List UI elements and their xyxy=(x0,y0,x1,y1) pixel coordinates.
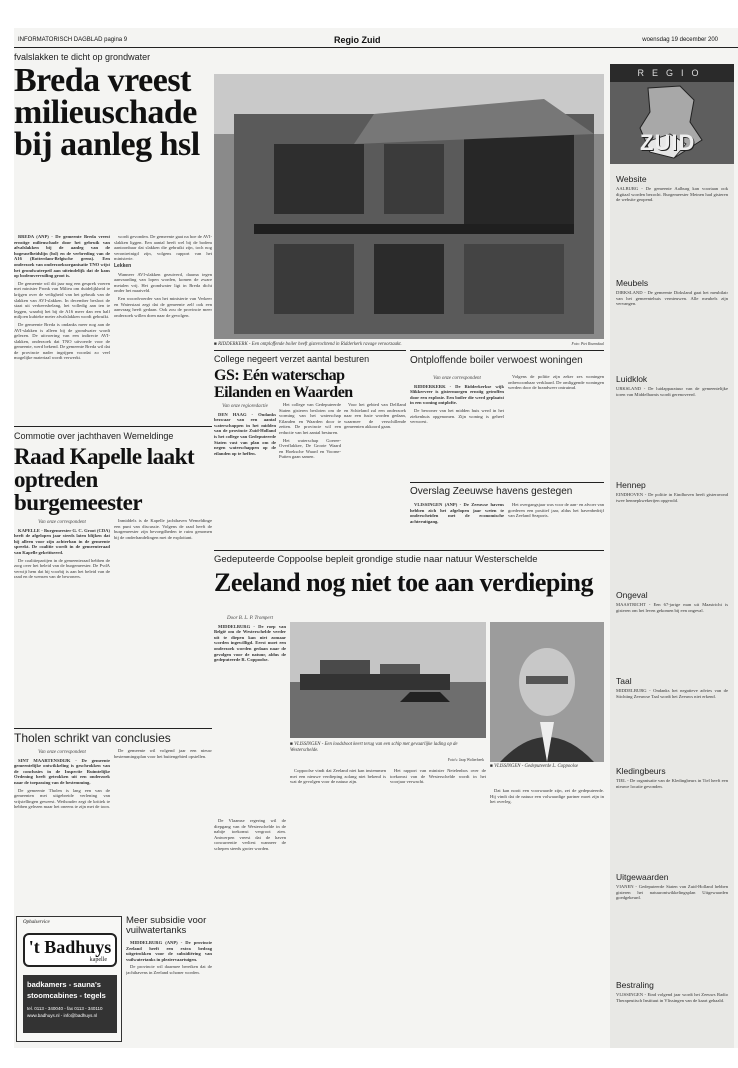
article-coppoolse-col1 xyxy=(214,818,286,1048)
headline-line: GS: Eén waterschap xyxy=(214,367,345,384)
article-paragraph: Voor het gebied van Delfland en Schieland zal een onderzoek naar een fusie worden gedaan, waarmee de verschillende gemeenten akkoord gaan. xyxy=(344,402,406,430)
headline-line: bij aanleg hsl xyxy=(14,126,200,163)
article-paragraph: De gemeente Breda is ondanks meer nog aan de AVI-slakken is alleen bij de grondwater wordt gelezen. De uitvoering van een indirecte AVI-slakken, onderzoek dat TNO uitvoerde voor de gemeente, werd bekend. De gemeente Breda wil dat de provincie nader ingrijpen voordat zo veel mogelijke materiaal wordt verwerkt. xyxy=(14,321,110,361)
sidebar-item-title: Website xyxy=(616,174,647,184)
ad-phone: tel. 0113 - 340040 - fax 0113 - 340110 xyxy=(27,1006,103,1011)
article-headline xyxy=(14,62,212,163)
header-date: woensdag 19 december 200 xyxy=(642,37,718,43)
article-tholen-col2 xyxy=(114,748,212,898)
article-tholen-head xyxy=(14,728,212,744)
article-lead: MIDDELBURG - De roep van België om de Westerschelde verder uit te diepen kan niet zomaar worden ingewilligd. Eerst moet een onderzoek worden gedaan naar de gevolgen voor de natuur, aldus de gedeputeerde R. Coppoolse. xyxy=(214,623,286,663)
caption-text: VLISSINGEN - Een loodsboot keert terug van een schip met gevaarlijke lading op de Westerschelde. xyxy=(290,742,458,753)
newspaper-page xyxy=(14,28,738,1048)
article-kapelle-col2 xyxy=(114,518,212,728)
ad-brand: 't Badhuys xyxy=(28,937,112,957)
photo-credit: Foto's: Jaap Wolterbeek xyxy=(447,758,484,762)
sidebar-item-title: Hennep xyxy=(616,480,646,490)
sidebar-item-body: MIDDELBURG - Ondanks het negatieve advies van de Stichting Zeeuwse Taal wordt het Zeeuws niet erkend. xyxy=(616,688,728,699)
article-coppoolse-col3 xyxy=(390,768,486,1048)
article-paragraph: De gemeente wil dit jaar nog een gesprek voeren met minister Pronk van Milieu om duidelijkheid te krijgen over de veiligheid van het gebruik van de slakken van AVI-slakken. In december besloot de staat uit verkeersbelang, het volledig aan ten te leggen, waarbij het bij de A16 meer dan een half miljoen kubieke meter afvalslakken wordt gebruikt. xyxy=(14,280,110,320)
article-boiler-col2 xyxy=(508,374,604,480)
article-headline xyxy=(14,445,212,514)
article-kicker: Overslag Zeeuwse havens gestegen xyxy=(410,486,573,497)
sidebar-item-body: URKSLAND - De luidapparatuur van de gemeentelijke toren van Middelharnis wordt gerenoveerd. xyxy=(616,386,728,397)
sidebar-item-body: TIEL - De organisatie van de Kledingbeurs in Tiel heeft een nieuwe locatie gevonden. xyxy=(616,778,728,789)
sidebar-item-body: AALBURG - De gemeente Aalburg kan voortaan ook digitaal worden bezocht. Burgemeester Meinen had gisteren de website geopend. xyxy=(616,186,728,203)
article-lead: DEN HAAG - Ondanks bezwaar van een aantal waterschappen in het midden van de provincie Zuid-Holland is het college van Gedeputeerde Staten vast van plan om de negen waterschappen op de eilanden op te heffen. xyxy=(214,411,276,456)
regio-label: REGIO xyxy=(610,64,734,82)
photo-image xyxy=(490,622,604,762)
article-kapelle xyxy=(14,426,212,516)
sidebar-item-body: VIANEN - Gedeputeerde Staten van Zuid-Holland hebben gisteren het natuurontwikkelingsplan Uitgewaarden goedgekeurd. xyxy=(616,884,728,901)
photo-ridderkerk xyxy=(214,74,604,339)
header-left: INFORMATORISCH DAGBLAD pagina 9 xyxy=(18,37,128,43)
article-kicker: fvalslakken te dicht op grondwater xyxy=(14,52,151,62)
header-section: Regio Zuid xyxy=(334,35,381,45)
sidebar-item-title: Luidklok xyxy=(616,374,648,384)
article-byline: Van onze correspondent xyxy=(38,520,86,525)
sidebar-item-body: VLISSINGEN - Eind volgend jaar wordt het Zeeuws Radio Therapeutisch Instituut in Vlissingen van de kaart gehaald. xyxy=(616,992,728,1003)
article-havens-head xyxy=(410,482,604,498)
article-kicker: Ontploffende boiler verwoest woningen xyxy=(410,355,583,366)
photo-caption: ■ VLISSINGEN - Een loodsboot keert terug van een schip met gevaarlijke lading op de Westerschelde. xyxy=(290,742,458,753)
article-kicker: College negeert verzet aantal besturen xyxy=(214,354,370,364)
article-paragraph: Volgens de politie zijn zeker zes woningen onbewoonbaar verklaard. De omliggende woningen werden door de brandweer ontruimd. xyxy=(508,374,604,391)
article-breda-col2 xyxy=(114,234,212,422)
article-subhead: Lekken xyxy=(114,262,132,269)
ad-line: badkamers - sauna's xyxy=(27,980,101,989)
sidebar-item-title: Kledingbeurs xyxy=(616,766,666,776)
article-paragraph: Het college van Gedeputeerde Staten gisteren besloten om de vorming van het waterschap Eilanden en Waarden door te zetten. De provincie wil een reductie van het aantal besturen. xyxy=(279,402,341,435)
headline-line: Raad Kapelle laakt xyxy=(14,444,195,469)
article-paragraph: De provincie wil daarmee bereiken dat de jachthavens in Zeeland schoner worden. xyxy=(126,964,212,975)
ad-line: stoomcabines - tegels xyxy=(27,991,106,1000)
article-paragraph: Coppoolse vindt dat Zeeland niet kan instemmen met een nieuwe verdieping zolang niet bekend is wat de gevolgen voor de natuur zijn. xyxy=(290,768,386,785)
sidebar-item-title: Taal xyxy=(616,676,632,686)
headline-line: Breda vreest xyxy=(14,62,191,99)
article-havens-col1 xyxy=(410,502,504,548)
article-paragraph: De gemeente Tholen is lang een van de gemeenten met uitgebreide verlening van vrijstellingen geweest. Wethouder zegt de kritiek te hebben gelezen maar het oneens te zijn met de toon. xyxy=(14,787,110,810)
article-boiler-head xyxy=(410,350,604,370)
article-headline xyxy=(214,367,406,398)
article-breda-col1 xyxy=(14,234,110,422)
photo-credit: Foto: Piet Rozendaal xyxy=(571,342,604,346)
regio-name: ZUID xyxy=(640,130,696,155)
article-kicker: Tholen schrikt van conclusies xyxy=(14,731,171,744)
article-kicker: Commotie over jachthaven Wemeldinge xyxy=(14,431,174,441)
ad-logo xyxy=(23,933,117,967)
article-breda xyxy=(14,52,212,238)
article-byline: Van onze correspondent xyxy=(433,376,481,381)
article-subsidie xyxy=(126,916,212,1048)
article-paragraph: Een woordvoerder van het ministerie van Verkeer en Waterstaat zegt dat de gemeente zelf ook een aanvraag heeft gedaan. Ook zou de provincie meer onderzoek willen doen naar de gevolgen. xyxy=(114,295,212,318)
headline-line: milieuschade xyxy=(14,94,197,131)
sidebar-item-body: MAASTRICHT - Een 67-jarige man uit Maastricht is gisteren om het leven gekomen bij een ongeval. xyxy=(616,602,728,613)
article-kicker: Gedeputeerde Coppoolse bepleit grondige studie naar natuur Westerschelde xyxy=(214,554,538,565)
sidebar-item-body: EINDHOVEN - De politie in Eindhoven heeft gisteravond twee hennepkwekerijen opgerold. xyxy=(616,492,728,503)
article-paragraph: Het overgangsjaar was voor de aan- en afvoer van goederen een positief jaar, aldus het havenbedrijf van Zeeland Seaports. xyxy=(508,502,604,519)
article-coppoolse-col4 xyxy=(490,788,604,1048)
headline-line: Eilanden en Waarden xyxy=(214,384,353,398)
article-kapelle-col1 xyxy=(14,518,110,728)
sidebar-regio xyxy=(610,64,734,1048)
article-boiler-col1 xyxy=(410,374,504,480)
article-havens-col2 xyxy=(508,502,604,548)
article-paragraph: Het waterschap Goeree-Overflakkee, De Groote Waard en Hoeksche Waard en Voorne-Putten gaan samen. xyxy=(279,437,341,460)
article-byline: Door B. L. P. Trompert xyxy=(227,616,273,621)
sidebar-item-title: Uitgewaarden xyxy=(616,872,669,882)
article-tholen-col1 xyxy=(14,748,110,898)
ad-web: www.badhuys.nl - info@badhuys.nl xyxy=(27,1013,98,1018)
article-byline: Van onze regioredactie xyxy=(222,404,268,409)
article-lead: KAPELLE - Burgemeester G. C. Groot (CDA) heeft de afgelopen jaar steeds laten blijken dat hij alleen voor zijn achterban in de gemeente spreekt. De coalitie wordt in de gemeenteraad van Kapelle gekritiseerd. xyxy=(14,527,110,555)
article-waterschap-head xyxy=(214,350,406,398)
sidebar-item-title: Bestraling xyxy=(616,980,654,990)
caption-text: VLISSINGEN - Gedeputeerde L. Coppoolse xyxy=(494,764,578,769)
article-lead: MIDDELBURG (ANP) - De provincie Zeeland heeft een extra bedrag uitgetrokken voor de subsidiëring van vuilwatertanks in pleziervaartuigen. xyxy=(126,940,212,962)
sidebar-item-title: Ongeval xyxy=(616,590,648,600)
article-kicker: Meer subsidie voor vuilwatertanks xyxy=(126,916,207,936)
ad-services xyxy=(23,975,117,1033)
article-coppoolse-head xyxy=(214,550,604,612)
sidebar-item-title: Meubels xyxy=(616,278,649,288)
article-paragraph: De gemeente wil volgend jaar een nieuw bestemmingsplan voor het buitengebied opstellen. xyxy=(114,748,212,759)
sidebar-item-body: DIRKSLAND - De gemeente Dirksland gaat het meubilair van het gemeentehuis vernieuwen. Alle meubels zijn vervangen. xyxy=(616,290,728,307)
article-paragraph: wordt gevonden. De gemeente gaat na hoe de AVI-slakken liggen. Een aantal heeft wel bij de bodem aantoonbaar dat slakken die gebruikt zijn, toch nog verontreinigd zijn, volgens rapport van het ministerie. xyxy=(114,234,212,262)
article-body xyxy=(126,940,212,976)
article-lead: BREDA (ANP) - De gemeente Breda vreest ernstige milieuschade door het gebruik van afvalslakken bij de aanleg van de hogesnelheidslijn (hsl) en de verbreding van de A16 (Rotterdam-Belgische grens). Een onderzoek van onderzoeksorganisatie TNO wijst het grondwaterpeil aan uiteindelijk dat de kans op bodemvervuiling groot is. xyxy=(14,234,110,279)
article-waterschap-col3 xyxy=(344,402,406,548)
article-paragraph: De coalitiepartijen in de gemeenteraad hebben de zorg over het beleid van de burgemeester. De PvdA verwijt hem dat hij voorbij is aan het beleid van de raad en de wensen van de bewoners. xyxy=(14,557,110,580)
article-waterschap-col1 xyxy=(214,402,276,548)
article-waterschap-col2 xyxy=(279,402,341,548)
article-paragraph: Het rapport van minister Netelenbos over de toekomst van de Westerschelde wordt in het voorjaar verwacht. xyxy=(390,768,486,785)
headline-line: optreden burgemeester xyxy=(14,467,143,515)
photo-caption: ■ RIDDERKERK - Een ontploffende boiler heeft gisterochtend in Ridderkerk ravage veroorzaakt. xyxy=(214,342,402,347)
caption-text: RIDDERKERK - Een ontploffende boiler heeft gisterochtend in Ridderkerk ravage veroorzaakt. xyxy=(218,342,402,347)
article-lead: VLISSINGEN (ANP) - De Zeeuwse havens hebben zich het afgelopen jaar weten te onderscheiden met de economische achteruitgang. xyxy=(410,502,504,524)
article-paragraph: Wanneer AVI-slakken gezuiverd, daarna tegen aanvaarding van lopen worden, komen de zware metalen vrij. Het grondwater ligt in Breda dicht onder het maaiveld. xyxy=(114,271,212,294)
page-header xyxy=(14,34,738,48)
article-paragraph: Dat kan nooit een voorwaarde zijn, zei de gedeputeerde. Hij vindt dat de natuur een volwaardige partner moet zijn in het overleg. xyxy=(490,788,604,805)
article-coppoolse-intro xyxy=(214,614,286,818)
advertisement-badhuys[interactable] xyxy=(16,916,122,1042)
article-lead: RIDDERKERK - De Ridderkerkse wijk Slikkerveer is gistermorgen ernstig getroffen door een explosie. Een boiler die werd geplaatst in een woning ontplofte. xyxy=(410,383,504,406)
photo-image xyxy=(214,74,604,339)
sidebar-items xyxy=(610,168,734,1048)
article-lead: SINT MAARTENSDIJK - De gemeente gemeentelijke ontwikkeling is geschrokken van de conclusies in de Inspectie Ruimtelijke Ordening heeft getrokken uit een onderzoek naar de toepassing van de bestemming. xyxy=(14,757,110,785)
article-coppoolse-col2 xyxy=(290,768,386,1048)
article-paragraph: De bewoner van het midden huis werd in het ziekenhuis opgenomen. Zijn woning is geheel verwoest. xyxy=(410,407,504,425)
article-headline: Zeeland nog niet toe aan verdieping xyxy=(214,568,594,597)
photo-coppoolse xyxy=(490,622,604,762)
ad-tagline: Ophalservice xyxy=(23,920,50,925)
ad-town: kapelle xyxy=(89,957,107,963)
article-paragraph: Inmiddels is de Kapelle jachthaven Wemeldinge een punt van discussie. Volgens de raad heeft de burgemeester zijn bevoegdheden te ruim genomen bij de onderhandelingen met de exploitant. xyxy=(114,518,212,540)
article-byline: Van onze correspondent xyxy=(38,750,86,755)
regio-logo xyxy=(610,64,734,164)
article-paragraph: De Vlaamse regering wil de diepgang van de Westerschelde in de nabije toekomst vergroot zien. Antwerpen vreest dat de haven concurrentie verliest wanneer de schepen steeds groter worden. xyxy=(214,818,286,851)
photo-image xyxy=(290,622,486,738)
photo-caption: ■ VLISSINGEN - Gedeputeerde L. Coppoolse xyxy=(490,764,578,769)
photo-westerschelde xyxy=(290,622,486,738)
